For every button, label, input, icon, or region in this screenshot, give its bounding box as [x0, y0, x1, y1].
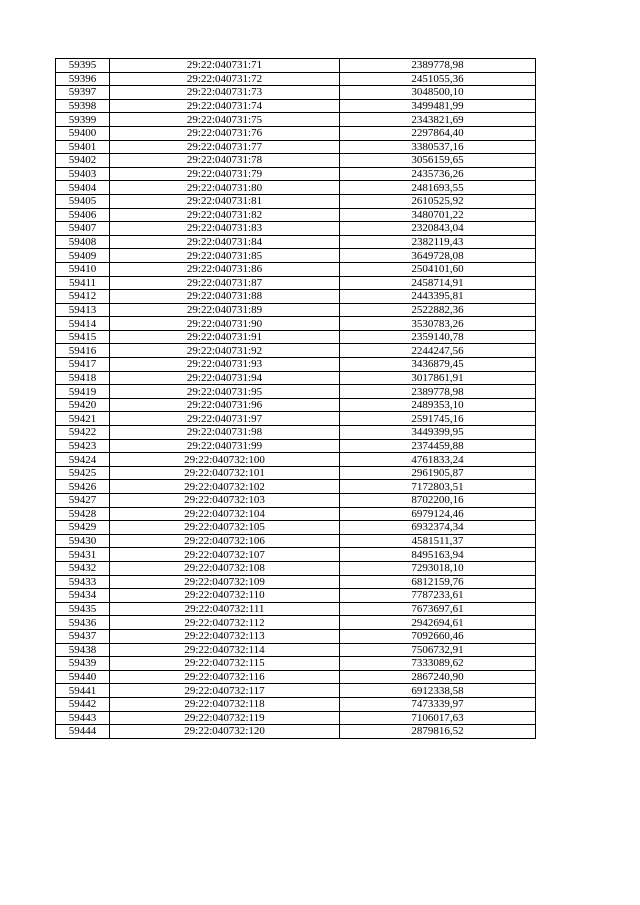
cadastral-value-cell: 2389778,98	[340, 59, 536, 73]
table-row	[56, 154, 536, 168]
row-number-cell: 59428	[56, 507, 110, 521]
table-row	[56, 317, 536, 331]
row-number-cell: 59409	[56, 249, 110, 263]
cadastral-number-cell: 29:22:040732:113	[110, 629, 340, 643]
table-row	[56, 439, 536, 453]
table-row	[56, 684, 536, 698]
row-number-cell: 59411	[56, 276, 110, 290]
row-number-cell: 59423	[56, 439, 110, 453]
cadastral-value-cell: 6812159,76	[340, 575, 536, 589]
row-number-cell: 59441	[56, 684, 110, 698]
table-row	[56, 59, 536, 73]
cadastral-number-cell: 29:22:040732:103	[110, 494, 340, 508]
cadastral-number-cell: 29:22:040731:83	[110, 222, 340, 236]
row-number-cell: 59398	[56, 99, 110, 113]
row-number-cell: 59424	[56, 453, 110, 467]
row-number-cell: 59435	[56, 602, 110, 616]
row-number-cell: 59422	[56, 426, 110, 440]
row-number-cell: 59444	[56, 725, 110, 739]
row-number-cell: 59439	[56, 657, 110, 671]
row-number-cell: 59400	[56, 126, 110, 140]
cadastral-value-cell: 2522882,36	[340, 303, 536, 317]
cadastral-number-cell: 29:22:040731:75	[110, 113, 340, 127]
table-row	[56, 86, 536, 100]
cadastral-value-cell: 8702200,16	[340, 494, 536, 508]
cadastral-number-cell: 29:22:040731:73	[110, 86, 340, 100]
row-number-cell: 59420	[56, 398, 110, 412]
table-row	[56, 113, 536, 127]
row-number-cell: 59425	[56, 466, 110, 480]
cadastral-number-cell: 29:22:040731:96	[110, 398, 340, 412]
cadastral-number-cell: 29:22:040731:80	[110, 181, 340, 195]
row-number-cell: 59416	[56, 344, 110, 358]
row-number-cell: 59408	[56, 235, 110, 249]
cadastral-number-cell: 29:22:040731:88	[110, 290, 340, 304]
table-row	[56, 208, 536, 222]
cadastral-number-cell: 29:22:040731:81	[110, 194, 340, 208]
cadastral-number-cell: 29:22:040731:72	[110, 72, 340, 86]
row-number-cell: 59440	[56, 670, 110, 684]
table-row	[56, 358, 536, 372]
cadastral-value-cell: 6912338,58	[340, 684, 536, 698]
cadastral-number-cell: 29:22:040731:97	[110, 412, 340, 426]
table-row	[56, 426, 536, 440]
cadastral-value-cell: 2481693,55	[340, 181, 536, 195]
cadastral-value-cell: 2610525,92	[340, 194, 536, 208]
row-number-cell: 59397	[56, 86, 110, 100]
row-number-cell: 59426	[56, 480, 110, 494]
row-number-cell: 59421	[56, 412, 110, 426]
cadastral-value-cell: 2359140,78	[340, 330, 536, 344]
table-row	[56, 534, 536, 548]
cadastral-number-cell: 29:22:040731:86	[110, 262, 340, 276]
table-row	[56, 303, 536, 317]
cadastral-value-cell: 6979124,46	[340, 507, 536, 521]
cadastral-number-cell: 29:22:040731:77	[110, 140, 340, 154]
row-number-cell: 59443	[56, 711, 110, 725]
table-row	[56, 466, 536, 480]
cadastral-value-cell: 8495163,94	[340, 548, 536, 562]
cadastral-number-cell: 29:22:040731:84	[110, 235, 340, 249]
table-row	[56, 494, 536, 508]
table-row	[56, 657, 536, 671]
table-row	[56, 561, 536, 575]
table-row	[56, 344, 536, 358]
table-row	[56, 181, 536, 195]
cadastral-value-cell: 2244247,56	[340, 344, 536, 358]
cadastral-value-table	[55, 58, 536, 739]
cadastral-value-cell: 2389778,98	[340, 385, 536, 399]
row-number-cell: 59429	[56, 521, 110, 535]
cadastral-value-cell: 3048500,10	[340, 86, 536, 100]
row-number-cell: 59412	[56, 290, 110, 304]
cadastral-number-cell: 29:22:040731:71	[110, 59, 340, 73]
row-number-cell: 59403	[56, 167, 110, 181]
cadastral-value-cell: 2435736,26	[340, 167, 536, 181]
cadastral-value-cell: 3480701,22	[340, 208, 536, 222]
cadastral-number-cell: 29:22:040732:107	[110, 548, 340, 562]
table-row	[56, 330, 536, 344]
cadastral-number-cell: 29:22:040732:117	[110, 684, 340, 698]
cadastral-value-cell: 3499481,99	[340, 99, 536, 113]
row-number-cell: 59427	[56, 494, 110, 508]
table-row	[56, 725, 536, 739]
cadastral-value-cell: 2382119,43	[340, 235, 536, 249]
row-number-cell: 59396	[56, 72, 110, 86]
table-row	[56, 521, 536, 535]
table-row	[56, 194, 536, 208]
cadastral-number-cell: 29:22:040731:94	[110, 371, 340, 385]
row-number-cell: 59413	[56, 303, 110, 317]
row-number-cell: 59430	[56, 534, 110, 548]
cadastral-value-cell: 7673697,61	[340, 602, 536, 616]
table-row	[56, 453, 536, 467]
row-number-cell: 59438	[56, 643, 110, 657]
cadastral-number-cell: 29:22:040732:114	[110, 643, 340, 657]
cadastral-value-cell: 2961905,87	[340, 466, 536, 480]
cadastral-number-cell: 29:22:040732:109	[110, 575, 340, 589]
table-row	[56, 249, 536, 263]
cadastral-number-cell: 29:22:040731:98	[110, 426, 340, 440]
table-row	[56, 99, 536, 113]
cadastral-value-cell: 6932374,34	[340, 521, 536, 535]
cadastral-number-cell: 29:22:040732:101	[110, 466, 340, 480]
table-row	[56, 711, 536, 725]
table-row	[56, 262, 536, 276]
table-row	[56, 616, 536, 630]
table-row	[56, 276, 536, 290]
table-body	[56, 59, 536, 739]
cadastral-value-cell: 4581511,37	[340, 534, 536, 548]
cadastral-number-cell: 29:22:040732:116	[110, 670, 340, 684]
cadastral-number-cell: 29:22:040731:78	[110, 154, 340, 168]
cadastral-number-cell: 29:22:040732:119	[110, 711, 340, 725]
row-number-cell: 59436	[56, 616, 110, 630]
table-row	[56, 643, 536, 657]
cadastral-number-cell: 29:22:040732:105	[110, 521, 340, 535]
cadastral-value-cell: 7092660,46	[340, 629, 536, 643]
table-row	[56, 589, 536, 603]
cadastral-value-cell: 3449399,95	[340, 426, 536, 440]
table-row	[56, 670, 536, 684]
row-number-cell: 59415	[56, 330, 110, 344]
cadastral-value-cell: 7333089,62	[340, 657, 536, 671]
table-row	[56, 480, 536, 494]
cadastral-value-cell: 2451055,36	[340, 72, 536, 86]
cadastral-number-cell: 29:22:040731:95	[110, 385, 340, 399]
row-number-cell: 59405	[56, 194, 110, 208]
row-number-cell: 59418	[56, 371, 110, 385]
cadastral-number-cell: 29:22:040731:93	[110, 358, 340, 372]
row-number-cell: 59395	[56, 59, 110, 73]
cadastral-value-cell: 2458714,91	[340, 276, 536, 290]
row-number-cell: 59414	[56, 317, 110, 331]
table-row	[56, 575, 536, 589]
table-row	[56, 507, 536, 521]
cadastral-number-cell: 29:22:040732:108	[110, 561, 340, 575]
row-number-cell: 59399	[56, 113, 110, 127]
row-number-cell: 59432	[56, 561, 110, 575]
row-number-cell: 59433	[56, 575, 110, 589]
table-row	[56, 235, 536, 249]
cadastral-number-cell: 29:22:040731:82	[110, 208, 340, 222]
cadastral-number-cell: 29:22:040732:110	[110, 589, 340, 603]
row-number-cell: 59434	[56, 589, 110, 603]
cadastral-number-cell: 29:22:040732:106	[110, 534, 340, 548]
cadastral-value-cell: 7787233,61	[340, 589, 536, 603]
cadastral-value-cell: 2591745,16	[340, 412, 536, 426]
row-number-cell: 59401	[56, 140, 110, 154]
table-row	[56, 126, 536, 140]
cadastral-value-cell: 2942694,61	[340, 616, 536, 630]
cadastral-value-cell: 3649728,08	[340, 249, 536, 263]
cadastral-value-cell: 4761833,24	[340, 453, 536, 467]
table-row	[56, 222, 536, 236]
cadastral-value-cell: 2867240,90	[340, 670, 536, 684]
cadastral-number-cell: 29:22:040731:90	[110, 317, 340, 331]
cadastral-value-cell: 2320843,04	[340, 222, 536, 236]
cadastral-value-cell: 7473339,97	[340, 697, 536, 711]
cadastral-number-cell: 29:22:040731:79	[110, 167, 340, 181]
cadastral-number-cell: 29:22:040732:118	[110, 697, 340, 711]
cadastral-number-cell: 29:22:040731:87	[110, 276, 340, 290]
row-number-cell: 59406	[56, 208, 110, 222]
cadastral-number-cell: 29:22:040731:92	[110, 344, 340, 358]
row-number-cell: 59431	[56, 548, 110, 562]
row-number-cell: 59410	[56, 262, 110, 276]
cadastral-number-cell: 29:22:040732:111	[110, 602, 340, 616]
table-row	[56, 602, 536, 616]
cadastral-number-cell: 29:22:040732:112	[110, 616, 340, 630]
cadastral-value-cell: 2374459,88	[340, 439, 536, 453]
row-number-cell: 59407	[56, 222, 110, 236]
table-row	[56, 290, 536, 304]
table-row	[56, 548, 536, 562]
cadastral-value-cell: 3380537,16	[340, 140, 536, 154]
cadastral-value-cell: 2879816,52	[340, 725, 536, 739]
cadastral-value-cell: 2343821,69	[340, 113, 536, 127]
table-row	[56, 412, 536, 426]
table-row	[56, 398, 536, 412]
cadastral-value-cell: 3436879,45	[340, 358, 536, 372]
row-number-cell: 59402	[56, 154, 110, 168]
cadastral-value-cell: 3056159,65	[340, 154, 536, 168]
row-number-cell: 59404	[56, 181, 110, 195]
cadastral-value-cell: 7293018,10	[340, 561, 536, 575]
cadastral-number-cell: 29:22:040732:120	[110, 725, 340, 739]
cadastral-number-cell: 29:22:040732:104	[110, 507, 340, 521]
cadastral-value-cell: 3017861,91	[340, 371, 536, 385]
table-row	[56, 72, 536, 86]
cadastral-number-cell: 29:22:040731:89	[110, 303, 340, 317]
cadastral-number-cell: 29:22:040732:100	[110, 453, 340, 467]
row-number-cell: 59442	[56, 697, 110, 711]
cadastral-number-cell: 29:22:040731:99	[110, 439, 340, 453]
cadastral-value-cell: 2504101,60	[340, 262, 536, 276]
cadastral-value-cell: 7106017,63	[340, 711, 536, 725]
cadastral-value-cell: 7506732,91	[340, 643, 536, 657]
row-number-cell: 59419	[56, 385, 110, 399]
cadastral-value-cell: 2297864,40	[340, 126, 536, 140]
cadastral-number-cell: 29:22:040731:85	[110, 249, 340, 263]
table-row	[56, 697, 536, 711]
cadastral-value-cell: 3530783,26	[340, 317, 536, 331]
cadastral-number-cell: 29:22:040731:74	[110, 99, 340, 113]
table-row	[56, 371, 536, 385]
cadastral-value-cell: 7172803,51	[340, 480, 536, 494]
table-row	[56, 385, 536, 399]
row-number-cell: 59437	[56, 629, 110, 643]
cadastral-value-cell: 2443395,81	[340, 290, 536, 304]
cadastral-value-cell: 2489353,10	[340, 398, 536, 412]
table-row	[56, 140, 536, 154]
cadastral-number-cell: 29:22:040731:76	[110, 126, 340, 140]
row-number-cell: 59417	[56, 358, 110, 372]
table-row	[56, 629, 536, 643]
cadastral-number-cell: 29:22:040731:91	[110, 330, 340, 344]
cadastral-number-cell: 29:22:040732:115	[110, 657, 340, 671]
table-row	[56, 167, 536, 181]
cadastral-number-cell: 29:22:040732:102	[110, 480, 340, 494]
